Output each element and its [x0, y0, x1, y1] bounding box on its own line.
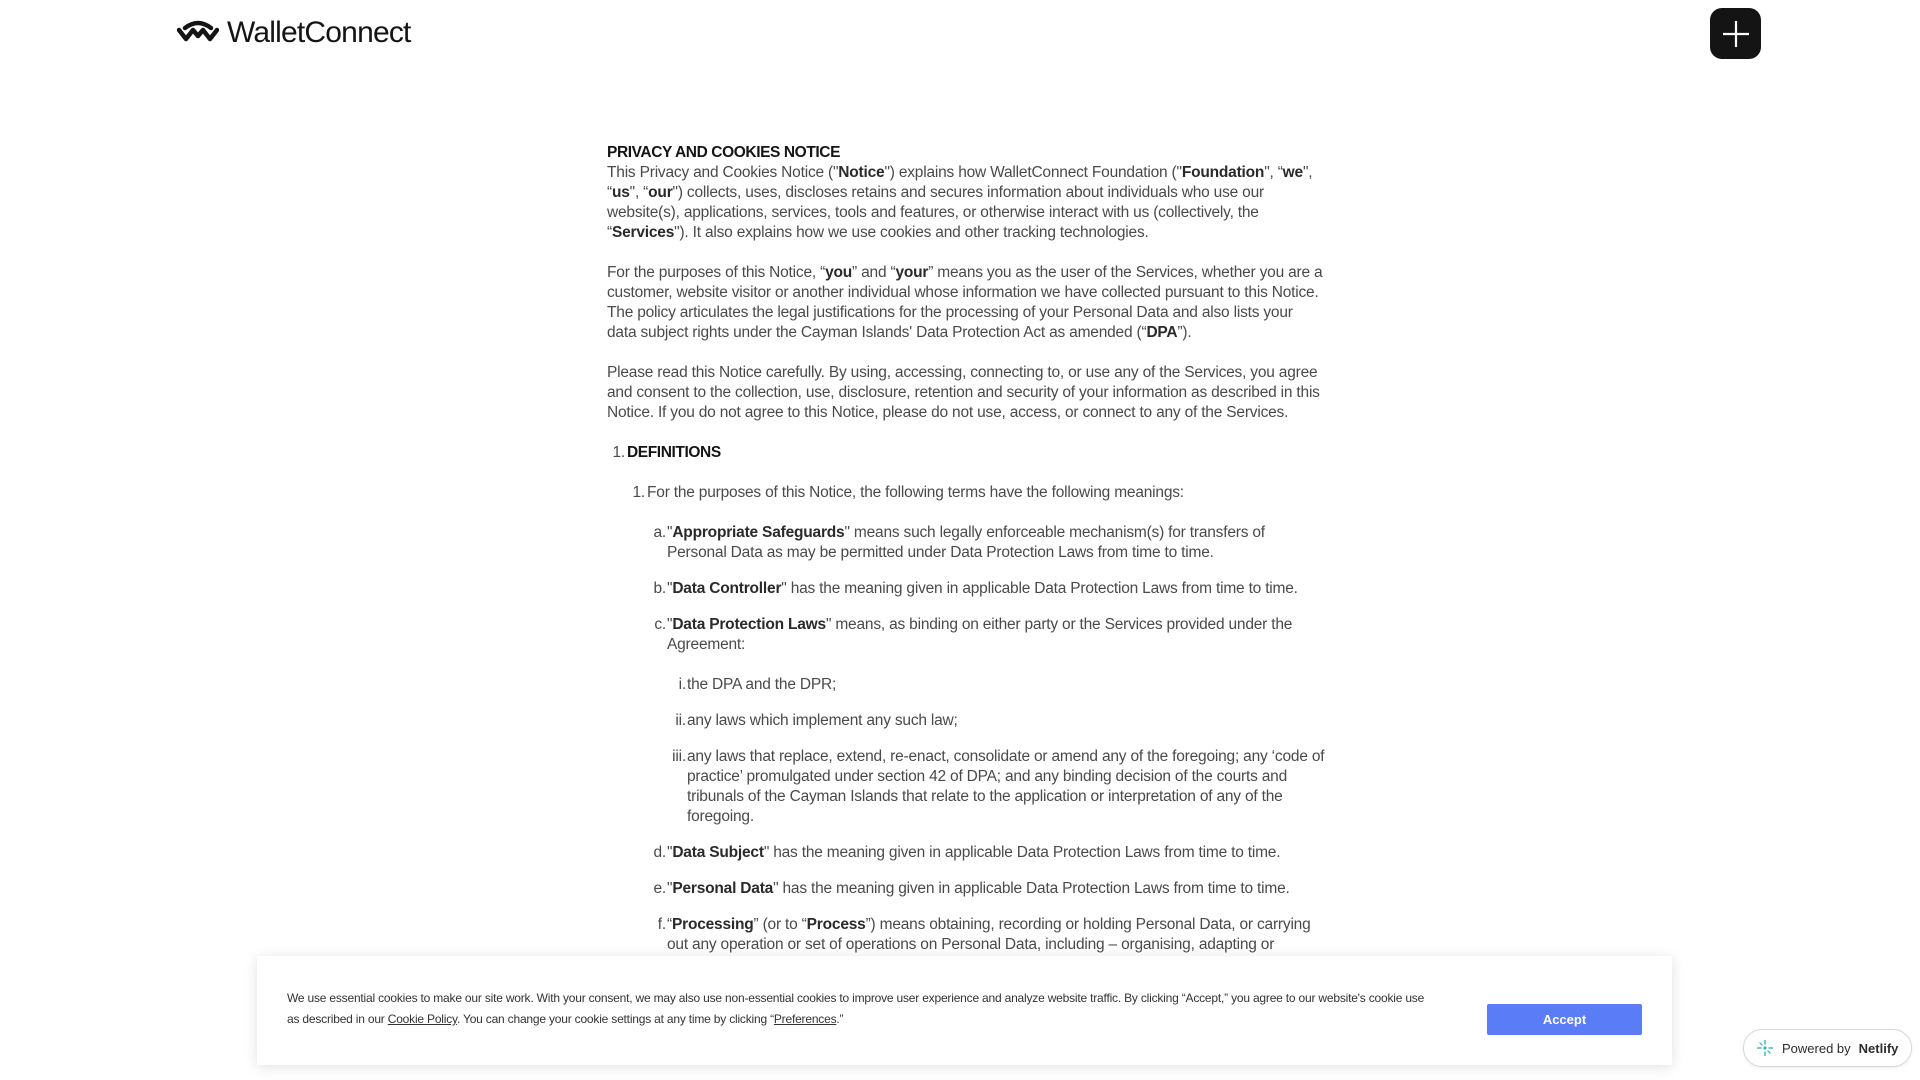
definition-text: " means such legally enforceable mechanism(s) for transfers of Personal Data as may be permitted under Data Protection Laws from time to time.	[667, 524, 1265, 561]
logo-text: WalletConnect	[227, 16, 411, 49]
definition-item	[647, 615, 1325, 827]
quote: "	[667, 616, 673, 633]
section-definitions	[607, 443, 1325, 955]
roman-text: the DPA and the DPR;	[687, 676, 837, 693]
text: "). It also explains how we use cookies and other tracking technologies.	[674, 224, 1149, 241]
roman-number: i.	[678, 676, 686, 693]
text: For the purposes of this Notice, “	[607, 264, 826, 281]
quote: “	[667, 916, 672, 933]
definition-term: Data Subject	[672, 844, 764, 861]
term: you	[825, 264, 853, 281]
section-title: DEFINITIONS	[627, 444, 721, 461]
menu-button[interactable]	[1710, 8, 1761, 59]
definition-term: Data Controller	[672, 580, 782, 597]
roman-item	[667, 675, 1325, 695]
definition-letter: f.	[657, 916, 666, 933]
page-title: PRIVACY AND COOKIES NOTICE	[607, 144, 841, 161]
term: your	[895, 264, 929, 281]
roman-item	[667, 711, 1325, 731]
roman-item	[667, 747, 1325, 827]
preferences-link[interactable]: Preferences	[773, 1012, 837, 1026]
term: Foundation	[1181, 164, 1265, 181]
term: Services	[611, 224, 675, 241]
definition-term: Process	[806, 916, 866, 933]
definition-text: " has the meaning given in applicable Data Protection Laws from time to time.	[781, 580, 1298, 597]
netlify-badge[interactable]	[1743, 1029, 1912, 1067]
privacy-notice-article	[607, 143, 1325, 971]
definition-item	[647, 843, 1325, 863]
accept-button[interactable]: Accept	[1487, 1004, 1642, 1035]
definition-letter: c.	[654, 616, 666, 633]
subsection-list	[627, 483, 1325, 955]
quote: "	[667, 844, 673, 861]
term: DPA	[1146, 324, 1178, 341]
definition-term: Processing	[671, 916, 754, 933]
definition-text: " has the meaning given in applicable Data Protection Laws from time to time.	[773, 880, 1290, 897]
section-number: 1.	[612, 444, 625, 461]
definition-item	[647, 879, 1325, 899]
text: ” (or to “	[753, 916, 807, 933]
term: our	[648, 184, 673, 201]
text: .”	[836, 1012, 844, 1026]
definition-text: ”) means obtaining, recording or holding Personal Data, or carrying out any operation or set of operations on Personal Data, including – organising, adapting or	[667, 916, 1311, 953]
definition-letter: d.	[653, 844, 666, 861]
roman-number: ii.	[675, 712, 686, 729]
text: ", “	[1264, 164, 1283, 181]
text: ” means you as the user of the Services, whether you are a customer, website visitor or another individual whose information we have collected pursuant to this Notice. The policy articulates the legal justifications for the processing of your Personal Data and also lists your data subject rights under the Cayman Islands' Data Protection Act as amended (“	[607, 264, 1323, 341]
section-list	[607, 443, 1325, 955]
walletconnect-logo[interactable]	[177, 14, 411, 52]
definition-item	[647, 579, 1325, 599]
definition-term: Appropriate Safeguards	[672, 524, 845, 541]
definition-item	[647, 523, 1325, 563]
subsection-text: For the purposes of this Notice, the following terms have the following meanings:	[647, 484, 1184, 501]
term: us	[611, 184, 630, 201]
text: ") collects, uses, discloses retains and secures information about individuals who use our website(s), applications, services, tools and features, or otherwise interact with us (collectively, the “	[607, 184, 1264, 241]
term: we	[1282, 164, 1303, 181]
intro-paragraph	[607, 163, 1325, 243]
text: We use essential cookies to make our site work. With your consent, we may also use non-essential cookies to improve user experience and analyze website traffic. By clicking “Accept,” you agree to our website's cookie use as described in our	[287, 991, 1425, 1026]
definition-term: Personal Data	[672, 880, 774, 897]
subsection-number: 1.	[632, 484, 645, 501]
cookie-banner-text	[287, 988, 1437, 1030]
site-header	[0, 0, 1920, 70]
roman-text: any laws that replace, extend, re-enact, consolidate or amend any of the foregoing; any ‘code of practice’ promulgated under section 42 of DPA; and any binding decision of the courts and tribunals of the Cayman Islands that relate to the application or interpretation of any of the foregoing.	[687, 748, 1325, 825]
netlify-badge-brand: Netlify	[1858, 1040, 1899, 1056]
text: ”).	[1177, 324, 1192, 341]
text: ” and “	[852, 264, 896, 281]
definition-term: Data Protection Laws	[672, 616, 826, 633]
quote: "	[667, 524, 673, 541]
subsection-item	[627, 483, 1325, 955]
definition-list	[647, 523, 1325, 955]
quote: "	[667, 580, 673, 597]
term: Notice	[838, 164, 885, 181]
quote: "	[667, 880, 673, 897]
consent-paragraph: Please read this Notice carefully. By using, accessing, connecting to, or use any of the Services, you agree and consent to the collection, use, disclosure, retention and security of your information as described in this Notice. If you do not agree to this Notice, please do not use, access, or connect to any of the Services.	[607, 364, 1320, 421]
definition-text: " has the meaning given in applicable Data Protection Laws from time to time.	[763, 844, 1281, 861]
text: ", “	[629, 184, 649, 201]
roman-number: iii.	[672, 748, 686, 765]
text: ", “	[607, 164, 1313, 201]
definition-item	[647, 915, 1325, 955]
netlify-icon	[1756, 1039, 1774, 1057]
definition-text: " means, as binding on either party or the Services provided under the Agreement:	[667, 616, 1293, 653]
cookie-policy-link[interactable]: Cookie Policy	[387, 1012, 457, 1026]
cookie-banner	[257, 956, 1672, 1065]
definition-letter: b.	[653, 580, 666, 597]
plus-icon	[1721, 19, 1751, 49]
text: . You can change your cookie settings at any time by clicking “	[456, 1012, 774, 1026]
netlify-badge-prefix: Powered by	[1782, 1040, 1851, 1056]
roman-list	[667, 675, 1325, 827]
text: ") explains how WalletConnect Foundation ("	[884, 164, 1182, 181]
purposes-paragraph	[607, 263, 1325, 343]
roman-text: any laws which implement any such law;	[687, 712, 958, 729]
text: This Privacy and Cookies Notice ("	[607, 164, 839, 181]
definition-letter: a.	[653, 524, 666, 541]
definition-letter: e.	[653, 880, 666, 897]
walletconnect-logo-icon	[177, 20, 219, 46]
